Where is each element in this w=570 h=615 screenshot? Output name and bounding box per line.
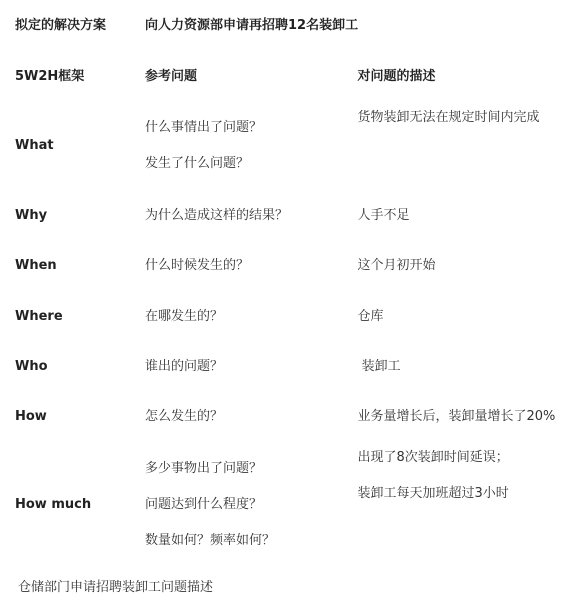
table-row <box>0 342 570 392</box>
table-row <box>0 102 570 190</box>
solution-label: 拟定的解决方案 <box>15 18 107 33</box>
row-name-when: When <box>15 258 57 273</box>
question-line: 为什么造成这样的结果？ <box>145 207 289 223</box>
table-row <box>0 291 570 342</box>
table-row <box>0 392 570 442</box>
column-header-questions: 参考问题 <box>145 69 198 84</box>
column-header-framework: 5W2H框架 <box>15 69 85 84</box>
column-header-row <box>0 52 570 102</box>
question-line: 数量如何？频率如何？ <box>145 532 276 548</box>
solution-row <box>0 0 570 52</box>
description-line: 装卸工 <box>357 359 401 374</box>
description-line: 装卸工每天加班超过3小时 <box>357 486 509 501</box>
row-description-what <box>358 102 570 190</box>
question-line: 谁出的问题？ <box>145 359 224 374</box>
description-line: 仓库 <box>357 308 384 324</box>
row-name-who: Who <box>15 359 48 374</box>
question-line: 问题达到什么程度？ <box>145 496 263 512</box>
table-row <box>0 190 570 241</box>
row-questions-what <box>145 102 358 190</box>
row-name-where: Where <box>15 308 63 324</box>
row-name-what: What <box>15 138 54 153</box>
question-line: 怎么发生的？ <box>145 409 224 424</box>
column-header-description: 对问题的描述 <box>357 69 436 84</box>
table-row <box>0 241 570 291</box>
question-line: 什么时候发生的？ <box>145 258 250 273</box>
description-line: 这个月初开始 <box>357 258 436 273</box>
row-name-why: Why <box>15 207 48 223</box>
description-line: 货物装卸无法在规定时间内完成 <box>357 110 540 125</box>
description-line: 出现了8次装卸时间延误； <box>357 450 509 465</box>
question-line: 什么事情出了问题？ <box>145 120 263 135</box>
description-line: 业务量增长后，装卸量增长了20% <box>357 409 556 424</box>
solution-value: 向人力资源部申请再招聘12名装卸工 <box>145 18 359 33</box>
question-line: 发生了什么问题？ <box>145 156 250 171</box>
question-line: 在哪发生的？ <box>145 308 224 324</box>
question-line: 多少事物出了问题？ <box>145 460 263 476</box>
row-questions-how-much <box>145 442 358 567</box>
row-name-how-much: How much <box>15 496 92 512</box>
figure-caption: 仓储部门申请招聘装卸工问题描述 <box>18 580 214 595</box>
row-name-how: How <box>15 409 47 424</box>
table-row <box>0 442 570 567</box>
description-line: 人手不足 <box>357 207 410 223</box>
row-description-how-much <box>358 442 570 567</box>
